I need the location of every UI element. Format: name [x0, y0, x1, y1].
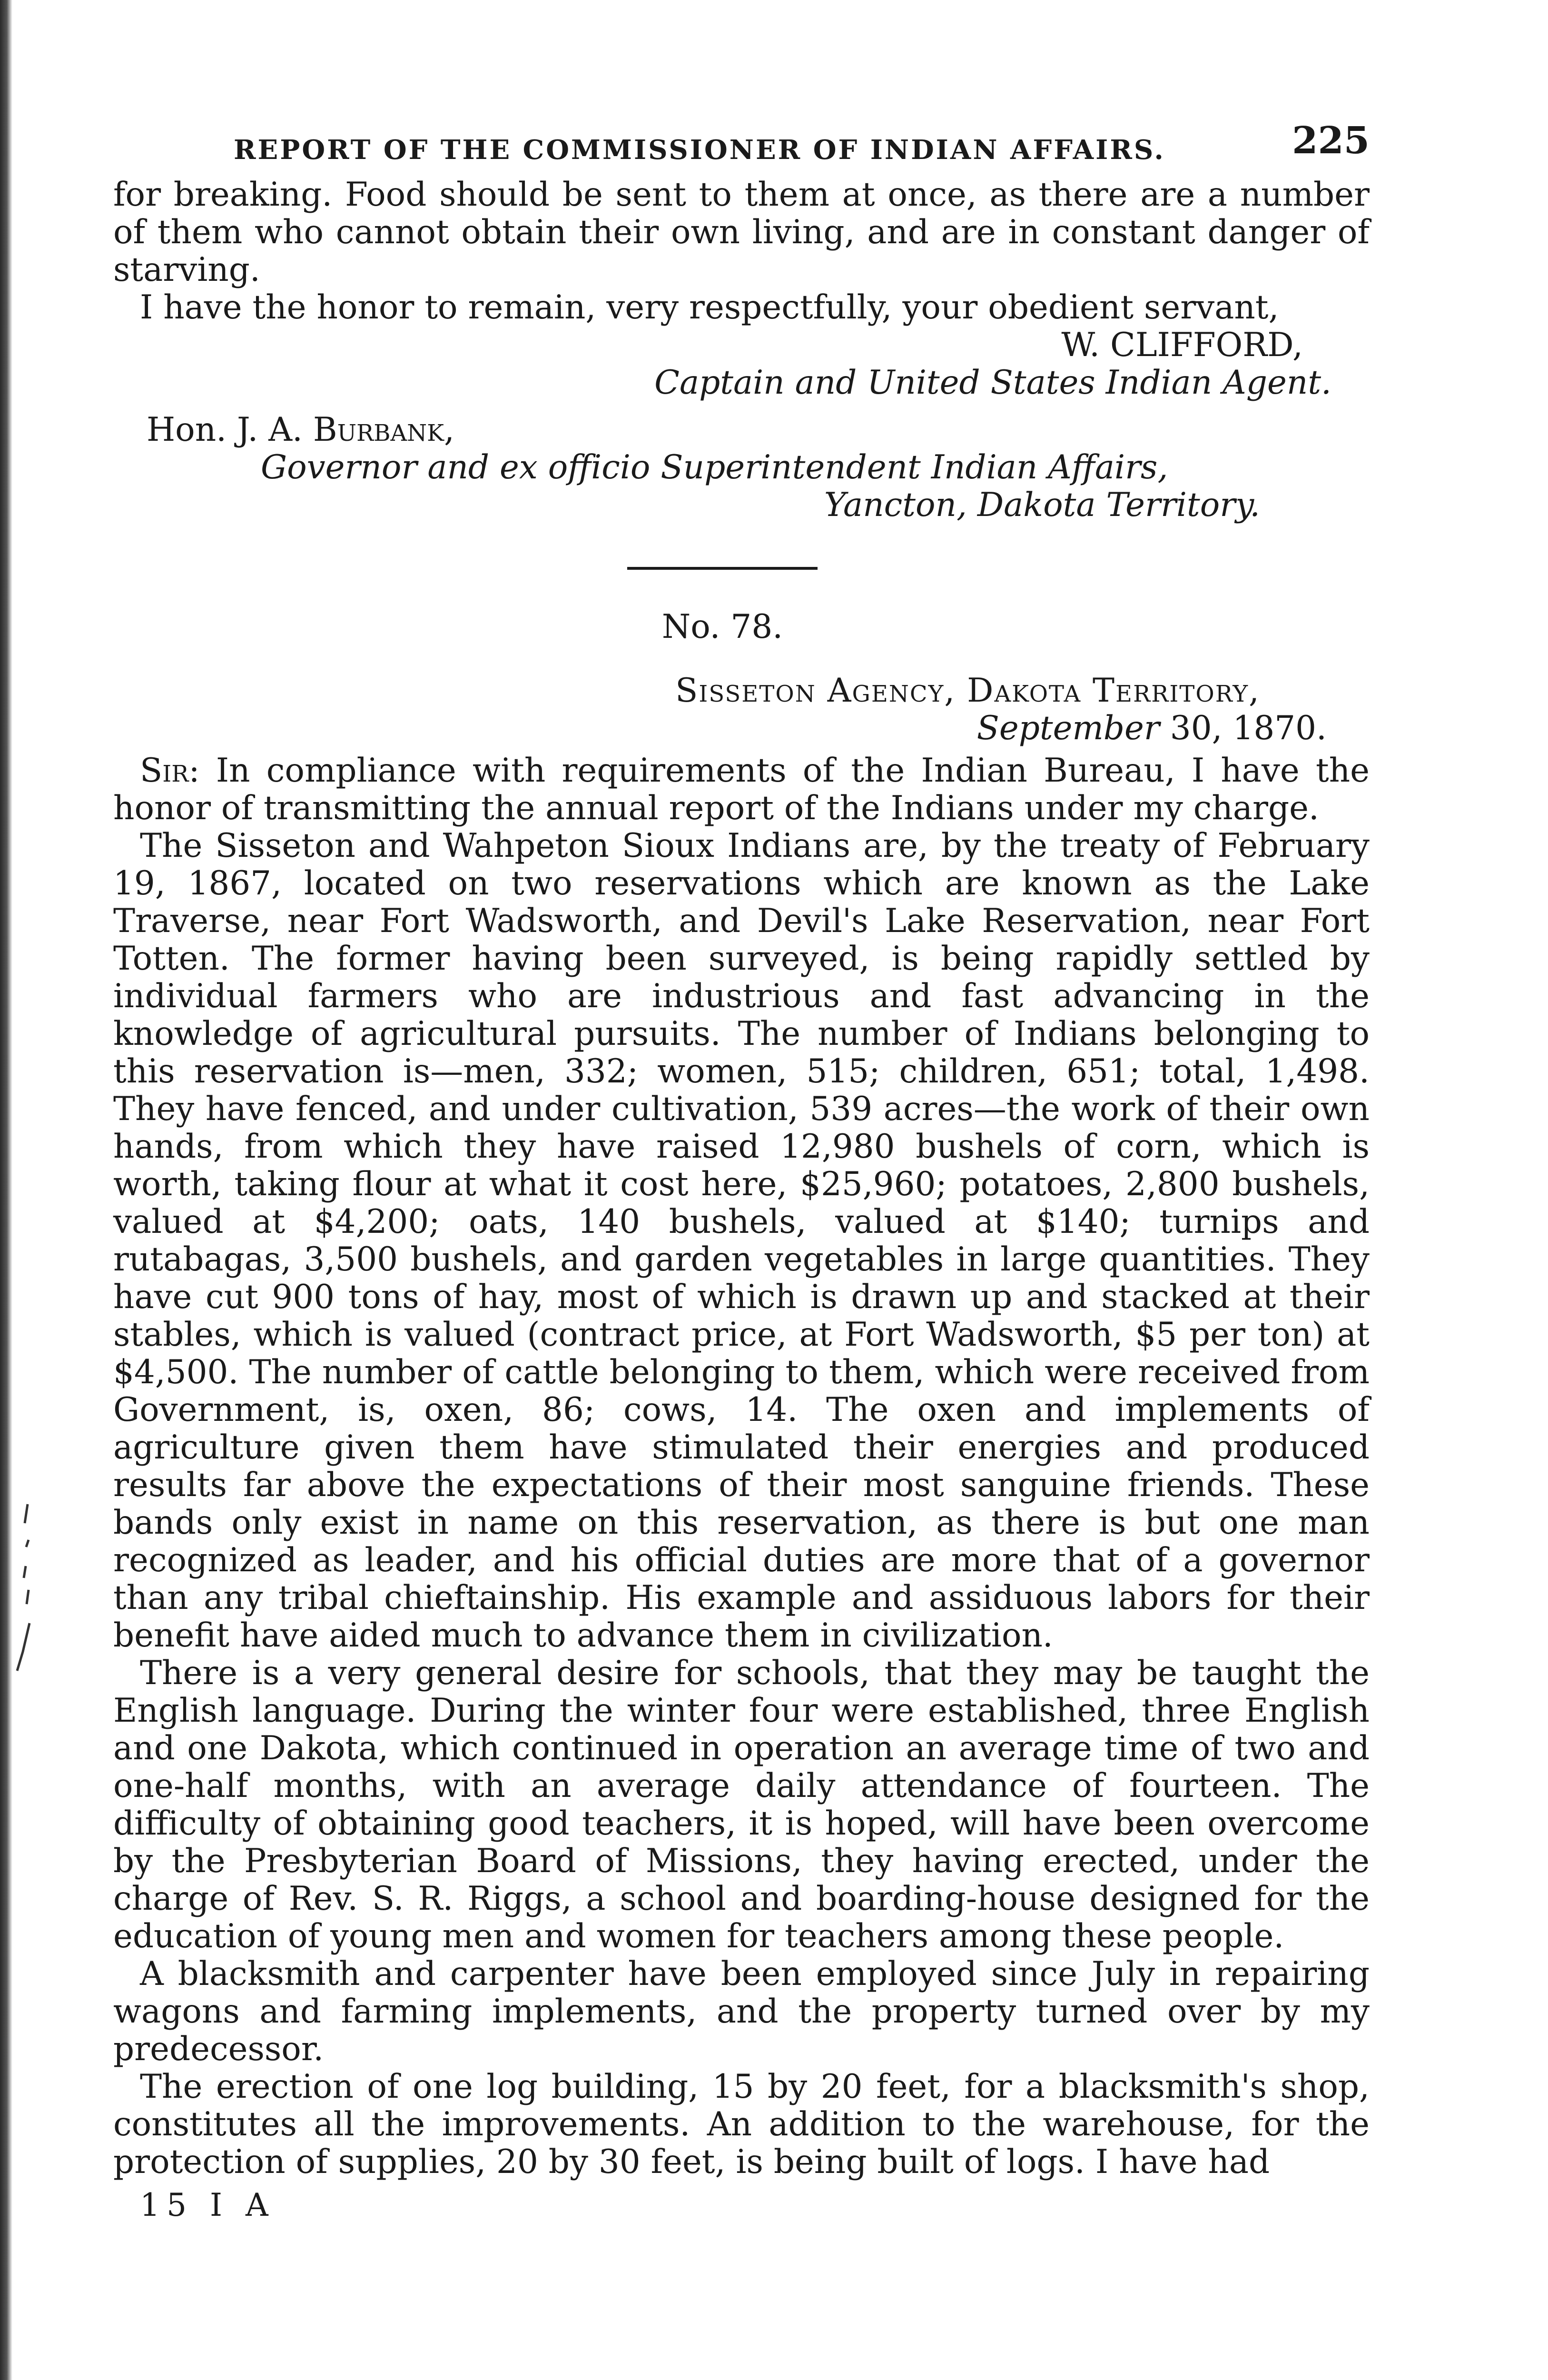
scanned-page-edge [0, 0, 12, 2380]
page-number: 225 [1292, 119, 1370, 162]
addressee-name [113, 411, 1370, 449]
running-title: REPORT OF THE COMMISSIONER OF INDIAN AFFAIRS. [234, 134, 1165, 166]
salutation: Sir [140, 752, 189, 790]
letter-ending [113, 176, 1370, 524]
document-page [113, 119, 1370, 2223]
dateline-date [113, 710, 1370, 747]
paragraph-reservations: The Sisseton and Wahpeton Sioux Indians are, by the treaty of February 19, 1867, located on two reservations which are known as the Lake Traverse, near Fort Wadsworth, and Devil's Lake Reservation, near Fort Totten. The former having been surveyed, is being rapidly settled by individual farmers who are industrious and fast advancing in the knowledge of agricultural pursuits. The number of Indians belonging to this reservation is—men, 332; women, 515; children, 651; total, 1,498. They have fenced, and under cultivation, 539 acres—the work of their own hands, from which they have raised 12,980 bushels of corn, which is worth, taking flour at what it cost here, $25,960; potatoes, 2,800 bushels, valued at $4,200; oats, 140 bushels, valued at $140; turnips and rutabagas, 3,500 bushels, and garden vegetables in large quantities. They have cut 900 tons of hay, most of which is drawn up and stacked at their stables, which is valued (contract price, at Fort Wadsworth, $5 per ton) at $4,500. The number of cattle belonging to them, which were received from Government, is, oxen, 86; cows, 14. The oxen and implements of agriculture given them have stimulated their energies and produced results far above the expectations of their most sanguine friends. These bands only exist in name on this reservation, as there is but one man recognized as leader, and his official duties are more that of a governor than any tribal chieftainship. His example and assiduous labors for their benefit have aided much to advance them in civilization. [113, 827, 1370, 1655]
dateline-place: Sisseton Agency, Dakota Territory, [675, 672, 1260, 710]
signer-name: W. CLIFFORD, [1061, 326, 1303, 364]
addressee-place: Yancton, Dakota Territory. [824, 486, 1260, 524]
closing-paragraph: for breaking. Food should be sent to them at once, as there are a number of them who cannot obtain their own living, and are in constant danger of starving. [113, 176, 1370, 289]
dateline-month: September [976, 709, 1160, 747]
addressee-surname: Burbank, [313, 411, 454, 449]
paragraph-intro-text: : In compliance with requirements of the Indian Bureau, I have the honor of transmitting the annual report of the Indians under my charge. [113, 752, 1370, 827]
section-divider [627, 567, 818, 570]
valediction: I have the honor to remain, very respectfully, your obedient servant, [140, 288, 1279, 327]
addressee-prefix: Hon. J. A. [147, 411, 313, 449]
addressee-title: Governor and ex officio Superintendent Indian Affairs, [261, 448, 1168, 486]
document-number: No. 78. [661, 608, 783, 646]
paragraph-intro [113, 752, 1370, 827]
running-head [113, 119, 1370, 176]
paragraph-blacksmith: A blacksmith and carpenter have been employed since July in repairing wagons and farming implements, and the property turned over by my predecessor. [113, 1955, 1370, 2068]
dateline-day-year: 30, 1870. [1159, 709, 1327, 747]
paragraph-schools: There is a very general desire for schools, that they may be taught the English language. During the winter four were established, three English and one Dakota, which continued in operation an average time of two and one-half months, with an average daily attendance of fourteen. The difficulty of obtaining good teachers, it is hoped, will have been overcome by the Presbyterian Board of Missions, they having erected, under the charge of Rev. S. R. Riggs, a school and boarding-house designed for the education of young men and women for teachers among these people. [113, 1654, 1370, 1955]
signature-mark: 15 I A [140, 2187, 275, 2223]
signer-title: Captain and United States Indian Agent. [654, 364, 1331, 402]
paragraph-improvements: The erection of one log building, 15 by 20 feet, for a blacksmith's shop, constitutes all the improvements. An addition to the warehouse, for the protection of supplies, 20 by 30 feet, is being built of logs. I have had [113, 2068, 1370, 2181]
margin-pencil-marks [0, 1495, 43, 1676]
